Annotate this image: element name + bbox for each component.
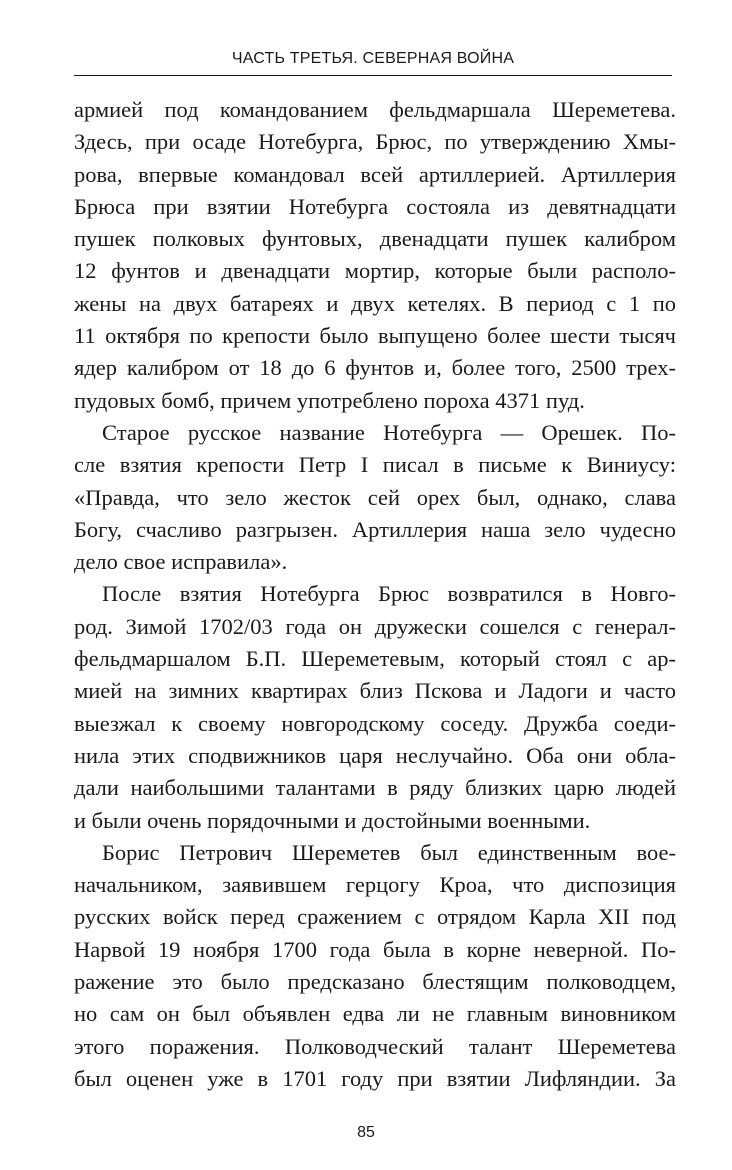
text-line: Борис Петрович Шереметев был единственным вое- [102,839,676,865]
text-line: Брюса при взятии Нотебурга состояла из девятнадцати [74,193,676,219]
text-line: пудовых бомб, причем употреблено пороха 4371 пуд. [74,387,585,413]
text-line: 11 октября по крепости было выпущено более шести тысяч [74,323,676,349]
text-line: «Правда, что зело жесток сей орех был, однако, слава [74,484,676,510]
text-line: Богу, счасливо разгрызен. Артиллерия наша зело чудесно [74,516,676,542]
text-line: жены на двух батареях и двух кетелях. В период с 1 по [74,290,676,316]
text-line: начальником, заявившем герцогу Кроа, что диспозиция [74,872,676,898]
text-line: фельдмаршалом Б.П. Шереметевым, который стоял с ар- [74,646,676,672]
text-line: сле взятия крепости Петр I писал в письме к Виниусу: [74,452,676,478]
text-line: ражение это было предсказано блестящим полководцем, [74,969,676,995]
text-line: род. Зимой 1702/03 года он дружески сошелся с генерал- [74,613,676,639]
text-line: Здесь, при осаде Нотебурга, Брюс, по утверждению Хмы- [74,129,676,155]
header-rule [74,75,672,76]
text-line: армией под командованием фельдмаршала Шереметева. [74,97,676,122]
text-line: дело свое исправила». [74,549,288,575]
text-line: 12 фунтов и двенадцати мортир, которые были располо- [74,258,676,284]
text-line: был оценен уже в 1701 году при взятии Лифляндии. За [74,1065,676,1091]
body-text [74,94,676,1095]
text-line: Старое русское название Нотебурга — Орешек. По- [102,419,676,445]
text-line: рова, впервые командовал всей артиллерией. Артиллерия [74,161,676,187]
text-line: этого поражения. Полководческий талант Шереметева [74,1033,676,1059]
page-number: 85 [357,1124,375,1141]
text-line: и были очень порядочными и достойными военными. [74,807,591,833]
text-line: нила этих сподвижников царя неслучайно. Оба они обла- [74,742,676,768]
text-line: выезжал к своему новгородскому соседу. Дружба соеди- [74,710,676,736]
text-line: русских войск перед сражением с отрядом Карла XII под [74,904,676,930]
text-line: После взятия Нотебурга Брюс возвратился в Новго- [102,581,676,607]
text-line: Нарвой 19 ноября 1700 года была в корне неверной. По- [74,936,676,962]
text-line: пушек полковых фунтовых, двенадцати пушек калибром [74,226,676,252]
running-head: ЧАСТЬ ТРЕТЬЯ. СЕВЕРНАЯ ВОЙНА [231,50,515,67]
paragraph-1 [74,94,676,417]
text-line: дали наибольшими талантами в ряду близких царю людей [74,775,676,801]
paragraph-2 [74,417,676,578]
paragraph-4 [74,837,676,1095]
paragraph-3 [74,578,676,836]
text-line: но сам он был объявлен едва ли не главным виновником [74,1001,676,1027]
text-line: мией на зимних квартирах близ Пскова и Ладоги и часто [74,678,676,704]
text-line: ядер калибром от 18 до 6 фунтов и, более того, 2500 трех- [74,355,676,381]
